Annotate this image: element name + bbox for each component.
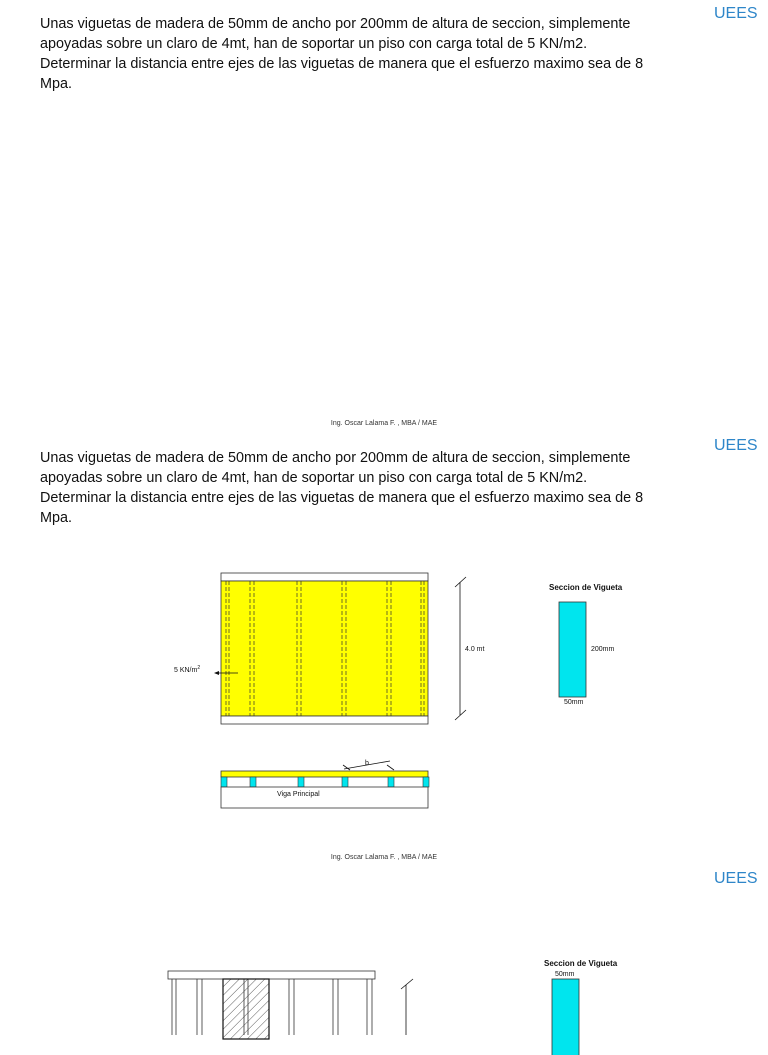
spacing-label: b (365, 760, 369, 767)
span-label: 4.0 mt (465, 646, 485, 653)
problem-statement: Unas viguetas de madera de 50mm de ancho por 200mm de altura de seccion, simplemente apoyadas sobre un claro de 4mt, han de soportar un piso con carga total de 5 KN/m2. Determinar la distancia entre ejes de las viguetas de manera que el esfuerzo maximo sea de 8 Mpa. (40, 450, 644, 526)
uees-logo: UEES (714, 5, 758, 22)
floor-plan-diagram-partial (0, 955, 768, 1055)
floor-panel (221, 581, 428, 716)
floor-deck (221, 771, 428, 777)
uees-logo: UEES (714, 437, 758, 454)
top-beam (168, 971, 375, 979)
slide-footer: Ing. Oscar Lalama F. , MBA / MAE (330, 854, 438, 861)
joist-section (552, 979, 579, 1055)
uees-logo: UEES (714, 870, 758, 887)
section-height-label: 200mm (591, 646, 615, 653)
beam-label: Viga Principal (277, 791, 320, 798)
joist-section (559, 602, 586, 697)
floor-plan-diagram (0, 560, 768, 860)
slide-footer: Ing. Oscar Lalama F. , MBA / MAE (330, 420, 438, 427)
tributary-area (223, 979, 269, 1039)
joist-sections (221, 777, 429, 787)
bottom-beam (221, 716, 428, 724)
section-width-label: 50mm (564, 699, 584, 706)
section-title: Seccion de Vigueta (544, 959, 618, 968)
section-title: Seccion de Vigueta (549, 583, 623, 592)
top-beam (221, 573, 428, 581)
problem-statement: Unas viguetas de madera de 50mm de ancho por 200mm de altura de seccion, simplemente apoyadas sobre un claro de 4mt, han de soportar un piso con carga total de 5 KN/m2. Determinar la distancia entre ejes de las viguetas de manera que el esfuerzo maximo sea de 8 Mpa. (40, 16, 644, 92)
load-arrow-head (214, 671, 219, 675)
main-beam (221, 787, 428, 808)
load-label: 5 $KN/m^2$ (174, 665, 201, 674)
section-width-label: 50mm (555, 971, 575, 978)
